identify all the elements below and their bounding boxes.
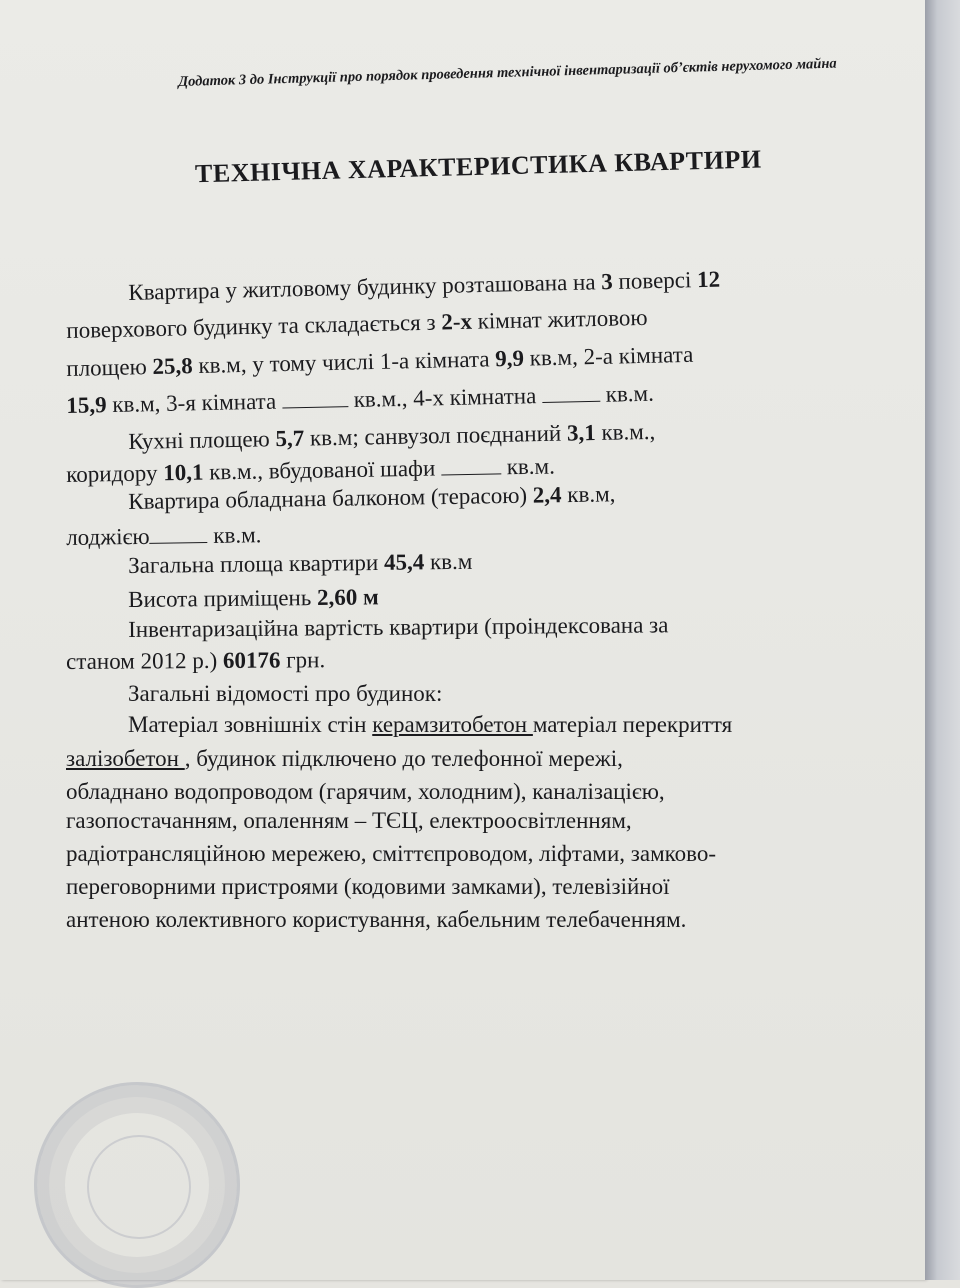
text-line-7: Квартира обладнана балконом (терасою) 2,4 кв.м, xyxy=(128,481,616,514)
text-line-17: газопостачанням, опаленням – ТЄЦ, електроосвітленням, xyxy=(66,808,632,833)
wall-material-value: керамзитобетон xyxy=(372,712,533,737)
appendix-header: Додаток 3 до Інструкції про порядок проведення технічної інвентаризації об’єктів нерухомого майна xyxy=(178,55,837,90)
text-line-8: лоджією кв.м. xyxy=(66,522,262,550)
text-line-18: радіотрансляційною мережею, сміттєпроводом, ліфтами, замково- xyxy=(66,841,716,866)
seal-stamp-center xyxy=(87,1135,191,1239)
text-line-2: поверхового будинку та складається з 2-х кімнат житловою xyxy=(66,304,648,343)
room3-area-blank xyxy=(282,386,348,408)
seal-stamp xyxy=(34,1082,240,1288)
kitchen-area-value: 5,7 xyxy=(275,425,305,452)
living-area-value: 25,8 xyxy=(152,353,193,380)
text-line-16: обладнано водопроводом (гарячим, холодним), каналізацією, xyxy=(66,779,665,804)
room2-area-value: 15,9 xyxy=(66,392,107,418)
text-line-12: станом 2012 р.) 60176 грн. xyxy=(66,647,326,674)
text-line-1: Квартира у житловому будинку розташована на 3 поверсі 12 xyxy=(128,266,721,305)
text-line-15: залізобетон , будинок підключено до телефонної мережі, xyxy=(66,746,623,771)
room4-area-blank xyxy=(542,381,600,403)
text-line-3: площею 25,8 кв.м, у тому числі 1-а кімната 9,9 кв.м, 2-а кімната xyxy=(66,341,694,381)
binder-edge xyxy=(925,0,960,1280)
building-floors-value: 12 xyxy=(696,266,721,293)
text-line-14: Матеріал зовнішніх стін керамзитобетон матеріал перекриття xyxy=(128,712,733,737)
text-line-4: 15,9 кв.м, 3-я кімната кв.м., 4-х кімнатна кв.м. xyxy=(66,380,655,418)
room1-area-value: 9,9 xyxy=(494,345,525,372)
ceiling-height-value: 2,60 м xyxy=(316,584,379,611)
slab-material-value: залізобетон xyxy=(66,746,185,771)
text-line-20: антеною колективного користування, кабельним телебаченням. xyxy=(66,907,687,932)
loggia-area-blank xyxy=(149,522,207,544)
corridor-area-value: 10,1 xyxy=(163,459,204,486)
total-area-value: 45,4 xyxy=(383,549,425,575)
inventory-value: 60176 xyxy=(222,647,281,673)
balcony-area-value: 2,4 xyxy=(532,482,562,508)
bleed-through-text xyxy=(40,120,45,141)
text-line-6: коридору 10,1 кв.м., вбудованої шафи кв.м. xyxy=(66,453,556,487)
floor-value: 3 xyxy=(600,269,614,295)
text-line-13: Загальні відомості про будинок: xyxy=(128,681,443,706)
wardrobe-area-blank xyxy=(441,453,501,475)
rooms-count-value: 2-х xyxy=(441,308,473,335)
page-title: ТЕХНІЧНА ХАРАКТЕРИСТИКА КВАРТИРИ xyxy=(194,144,762,189)
text-line-10: Висота приміщень 2,60 м xyxy=(128,584,379,612)
text-line-11: Інвентаризаційна вартість квартири (проіндексована за xyxy=(128,612,669,642)
text-line-5: Кухні площею 5,7 кв.м; санвузол поєднаний 3,1 кв.м., xyxy=(128,418,656,454)
bathroom-area-value: 3,1 xyxy=(566,420,596,446)
text-line-9: Загальна площа квартири 45,4 кв.м xyxy=(128,548,473,578)
text-line-19: переговорними пристроями (кодовими замками), телевізійної xyxy=(66,874,670,899)
